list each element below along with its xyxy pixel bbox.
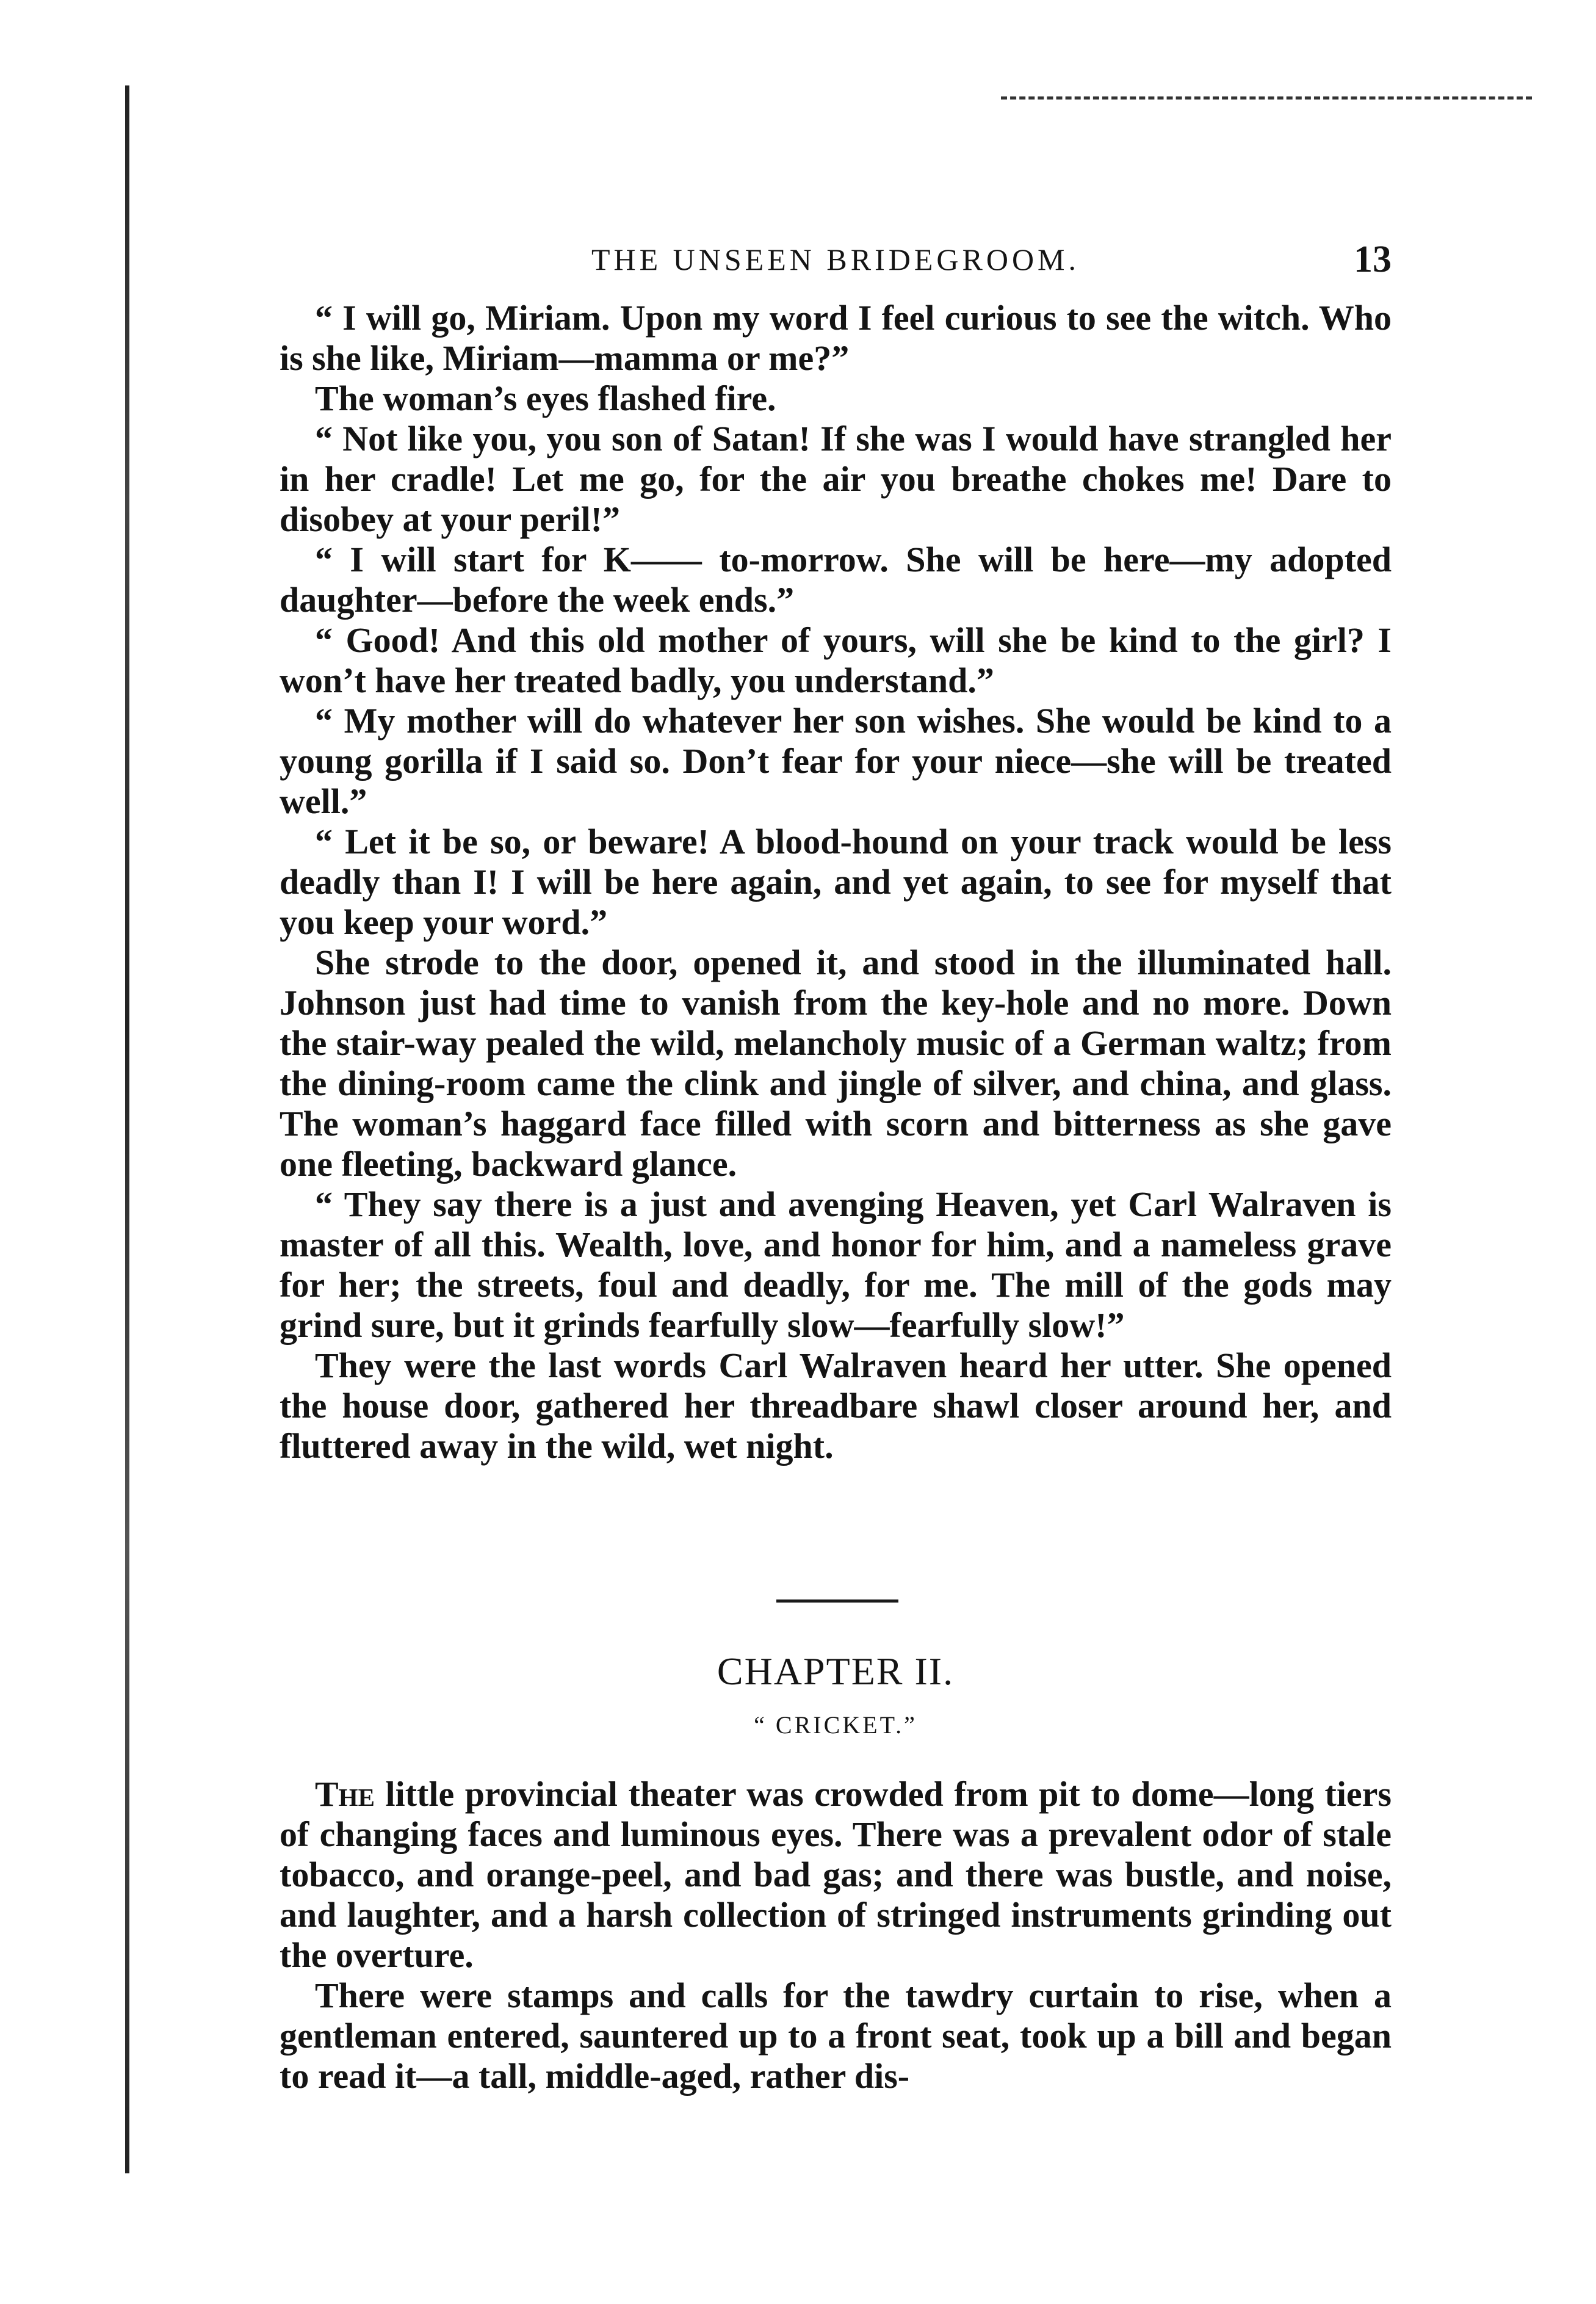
paragraph: “ They say there is a just and avenging Heaven, yet Carl Walraven is master of all this. Wealth, love, and honor for him, and a nameless grave for her; the streets, foul and deadly, for me. The mill of the gods may grind sure, but it grinds fearfully slow—fearfully slow!” [280,1184,1392,1345]
chapter-title: CHAPTER II. [717,1650,955,1693]
paragraph: She strode to the door, opened it, and stood in the illuminated hall. Johnson just had time to vanish from the key-hole and no more. Down the stair-way pealed the wild, melancholy music of a German waltz; from the dining-room came the clink and jingle of silver, and china, and glass. The woman’s haggard face filled with scorn and bitterness as she gave one fleeting, backward glance. [280,943,1392,1184]
chapter-opening-paragraph [280,1774,1392,1976]
body-text [280,298,1392,1466]
chapter-first-word: The [315,1774,375,1814]
page-header [280,232,1392,287]
paragraph: There were stamps and calls for the tawdry curtain to rise, when a gentleman entered, sauntered up to a front seat, took up a bill and began to read it—a tall, middle-aged, rather dis- [280,1976,1392,2096]
chapter-subtitle: “ CRICKET.” [754,1711,917,1739]
paragraph: “ My mother will do whatever her son wishes. She would be kind to a young gorilla if I said so. Don’t fear for your niece—she will be treated well.” [280,701,1392,821]
chapter-body-text [280,1774,1392,2096]
binding-edge [125,85,129,2173]
chapter-opening-text: little provincial theater was crowded from pit to dome—long tiers of changing faces and luminous eyes. There was a prevalent odor of stale tobacco, and orange-peel, and bad gas; and there was bustle, and noise, and laughter, and a harsh collection of stringed instruments grinding out the overture. [280,1774,1392,1975]
paragraph: “ Let it be so, or beware! A blood-hound on your track would be less deadly than I! I will be here again, and yet again, to see for myself that you keep your word.” [280,822,1392,942]
paragraph: They were the last words Carl Walraven heard her utter. She opened the house door, gathered her threadbare shawl closer around her, and fluttered away in the wild, wet night. [280,1346,1392,1466]
paragraph: “ Good! And this old mother of yours, will she be kind to the girl? I won’t have her treated badly, you understand.” [280,620,1392,700]
running-title: THE UNSEEN BRIDEGROOM. [591,242,1080,277]
paragraph: “ I will go, Miriam. Upon my word I feel curious to see the witch. Who is she like, Miriam—mamma or me?” [280,298,1392,378]
chapter-divider-rule [776,1599,898,1603]
paragraph: “ Not like you, you son of Satan! If she was I would have strangled her in her cradle! Let me go, for the air you breathe chokes me! Dare to disobey at your peril!” [280,419,1392,539]
page-number: 13 [1354,239,1392,280]
paragraph: “ I will start for K—— to-morrow. She will be here—my adopted daughter—before the week ends.” [280,540,1392,620]
top-dashed-rule [1001,96,1532,100]
paragraph: The woman’s eyes flashed fire. [315,379,776,418]
